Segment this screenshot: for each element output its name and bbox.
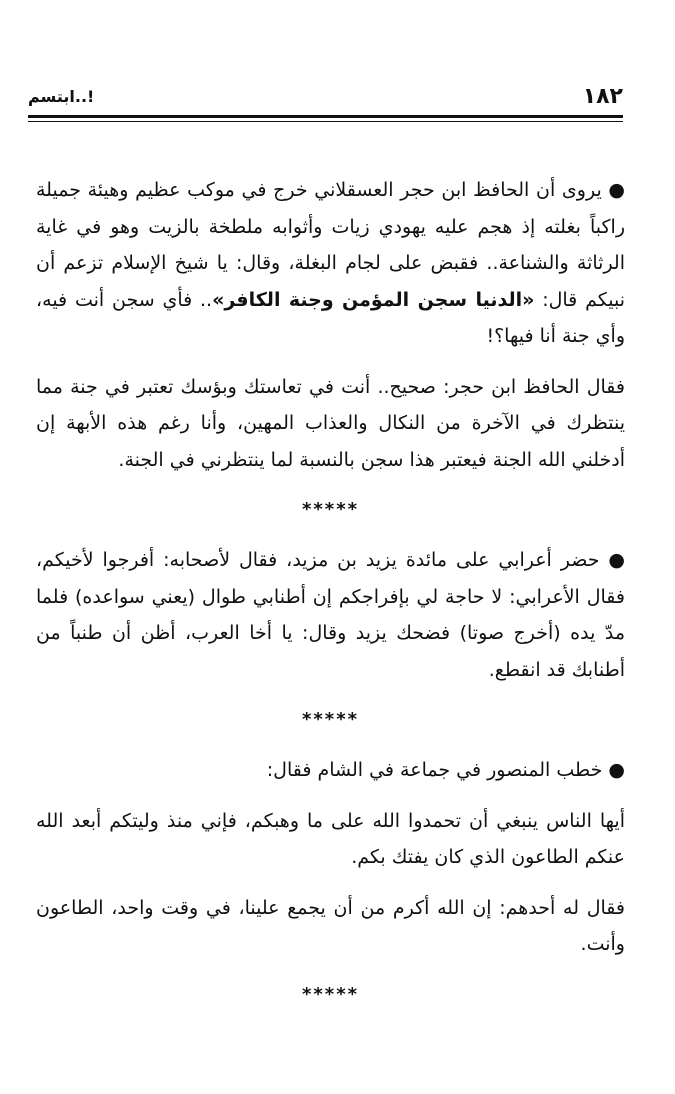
- paragraph-text: .. فأي سجن أنت فيه، وأي جنة أنا فيها؟!: [36, 288, 625, 347]
- section-separator: *****: [301, 983, 360, 1005]
- paragraph-text: ● يروى أن الحافظ ابن حجر العسقلاني خرج في موكب عظيم وهيئة جميلة راكباً بغلته إذ هجم عليه يهودي زيات وأثوابه ملطخة بالزيت وهو في غاية الرثاثة والشناعة.. فقبض على لجام البغلة، وقال: يا شيخ الإسلام تزعم أن نبيكم قال:: [36, 179, 625, 311]
- page-header: [28, 80, 623, 114]
- paragraph-mansour-speech: أيها الناس ينبغي أن تحمدوا الله على ما وهبكم، فإني منذ وليتكم أبعد الله عنكم الطاعون الذي كان يفتك بكم.: [36, 809, 625, 868]
- section-separator: *****: [301, 709, 360, 730]
- paragraph-bedouin-story: ● حضر أعرابي على مائدة يزيد بن مزيد، فقال لأصحابه: أفرجوا لأخيكم، فقال الأعرابي: لا حاجة لي بإفراجكم إن أطنابي طوال (يعني سواعده) فلما مدّ يده (أخرج صوتا) فضحك يزيد وقال: يا أخا العرب، أظن أن طنباً من أطنابك قد انقطع.: [36, 549, 625, 681]
- paragraph-ibn-hajar-story: [36, 172, 625, 355]
- book-title: ابتسم..!: [28, 87, 95, 106]
- paragraph-mansour-intro: ● خطب المنصور في جماعة في الشام فقال:: [266, 759, 625, 781]
- hadith-quote: «الدنيا سجن المؤمن وجنة الكافر»: [212, 288, 535, 311]
- paragraph-ibn-hajar-reply: فقال الحافظ ابن حجر: صحيح.. أنت في تعاستك وبؤسك تعتبر في جنة مما ينتظرك في الآخرة من النكال والعذاب المهين، وأنا رغم هذه الأبهة إن أدخلني الله الجنة فيعتبر هذا سجن بالنسبة لما ينتظرني في الجنة.: [36, 375, 625, 471]
- paragraph-mansour-reply: فقال له أحدهم: إن الله أكرم من أن يجمع علينا، في وقت واحد، الطاعون وأنت.: [36, 896, 625, 955]
- page-number: ١٨٢: [582, 84, 623, 109]
- header-rule-thin: [28, 121, 623, 122]
- section-separator: *****: [301, 499, 360, 520]
- page-body: [36, 172, 625, 1027]
- header-rule-thick: [28, 115, 623, 118]
